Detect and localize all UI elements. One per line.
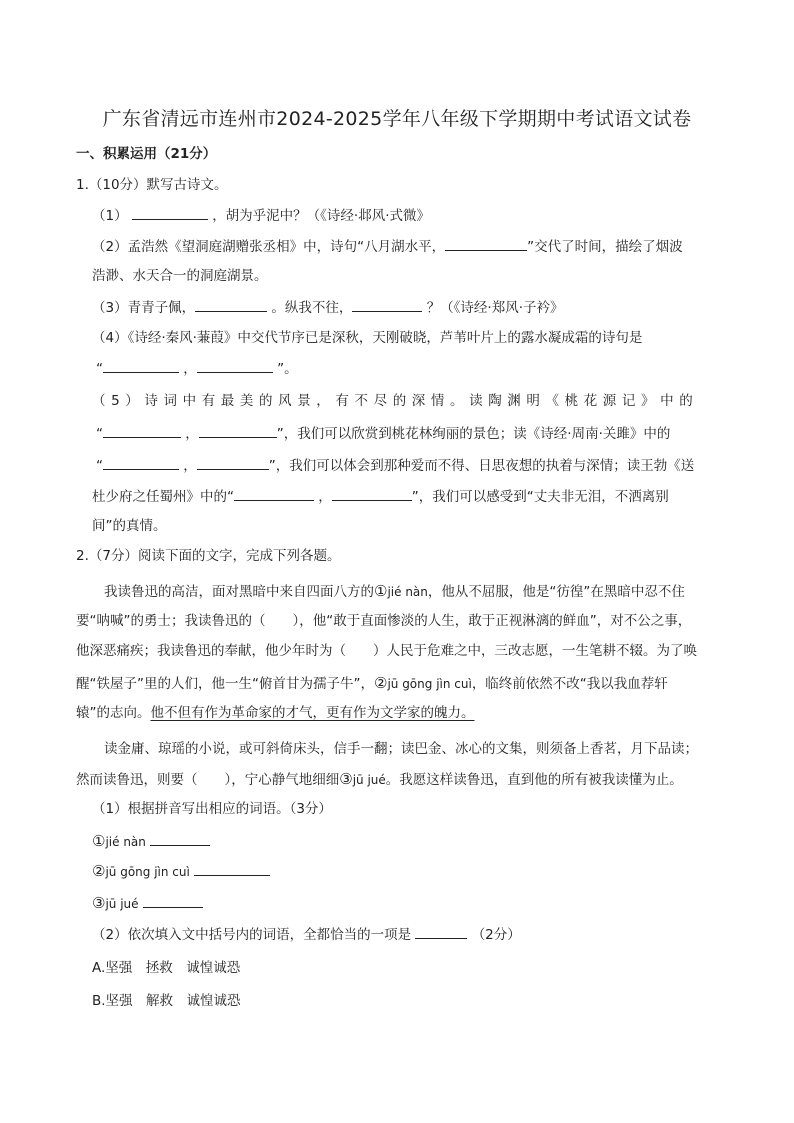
passage-line [76,673,668,694]
passage-text: 我读鲁迅的高洁，面对黑暗中来自四面八方的 [104,584,374,600]
answer-blank[interactable] [234,486,314,501]
circled-number-2: ② [373,674,388,692]
score-label: （2分） [471,927,521,943]
passage-line: 读金庸、琼瑶的小说，或可斜倚床头，信手一翻；读巴金、冰心的文集，则须备上香茗，月下品读； [104,741,698,757]
q1-part1-text: ，胡为乎泥中？（《诗经·邶风·式微》 [212,208,431,224]
pinyin-label: jié nàn [105,835,146,849]
q1-part3-text-c: ？（《诗经·郑风·子衿》 [426,300,564,316]
q1-part2-cont: 浩渺、水天合一的洞庭湖景。 [92,268,268,284]
close-quote: ”。 [277,361,298,377]
question-2-stem: 2.（7分）阅读下面的文字，完成下列各题。 [76,548,341,564]
passage-line: 他深恶痛疾；我读鲁迅的奉献，他少年时为（ ）人民于危难之中，三改志愿，一生笔耕不辍。为了唤 [76,643,697,659]
q1-part1-label: （1） [92,208,128,224]
q1-part5-text: ”，我们可以欣赏到桃花林绚丽的景色；读《诗经·周南·关雎》中的 [276,426,671,442]
passage-line [76,703,475,723]
section-heading: 一、积累运用（21分） [76,146,217,162]
answer-blank[interactable] [197,455,269,470]
answer-blank[interactable] [197,358,273,373]
q1-part2 [92,236,683,257]
answer-blank[interactable] [103,455,179,470]
option-a[interactable]: A.坚强 拯救 诚惶诚恐 [92,960,241,976]
q1-part4-answer [96,358,298,379]
q1-part2-text-b: ”交代了时间，描绘了烟波 [527,239,683,255]
answer-blank[interactable] [103,358,179,373]
q1-part3-text-a: （3）青青子佩， [92,300,196,316]
answer-blank[interactable] [150,831,210,846]
q1-part3-text-b: 。纵我不往， [271,300,353,316]
question-1-stem: 1.（10分）默写古诗文。 [76,177,228,193]
comma: ， [185,426,199,442]
page-title: 广东省清远市连州市2024-2025学年八年级下学期期中考试语文试卷 [102,108,692,130]
pinyin-3: jū jué [352,773,386,787]
q1-part1 [92,205,430,226]
answer-blank[interactable] [132,205,208,220]
answer-blank[interactable] [103,423,181,438]
q1-part5-line3 [96,455,694,476]
q1-part2-text-a: （2）孟浩然《望洞庭湖赠张丞相》中，诗句“八月湖水平， [92,239,446,255]
comma: ， [183,458,197,474]
passage-text: 辕”的志向。 [76,705,151,721]
answer-blank[interactable] [445,236,527,251]
answer-blank[interactable] [352,297,422,312]
passage-line [104,581,685,602]
circled-number-2: ② [92,862,106,880]
answer-blank[interactable] [194,861,270,876]
pinyin-1: jié nàn [387,585,428,599]
comma: ， [183,361,197,377]
q1-part5-text: ”，我们可以体会到那种爱而不得、日思夜想的执着与深情；读王勃《送 [268,458,695,474]
open-quote: “ [96,361,103,377]
pinyin-item-1 [92,831,210,852]
open-quote: “ [96,426,103,442]
q1-part5-line4 [92,486,669,507]
q1-part5-line2 [96,423,670,444]
q1-part4: （4）《诗经·秦风·蒹葭》中交代节序已是深秋，天刚破晓，芦苇叶片上的露水凝成霜的诗句是 [92,330,643,346]
passage-line [76,769,683,790]
q2-sub2-text: （2）依次填入文中括号内的词语，全都恰当的一项是 [92,927,412,943]
answer-blank[interactable] [415,924,467,939]
passage-text: 醒“铁屋子”里的人们，他一生“俯首甘为孺子牛”， [76,676,374,692]
q1-part5-text: 杜少府之任蜀州》中的“ [92,489,234,505]
circled-number-3: ③ [339,770,353,788]
answer-blank[interactable] [332,486,412,501]
pinyin-item-2 [92,861,270,882]
circled-number-3: ③ [92,894,106,912]
open-quote: “ [96,458,103,474]
answer-blank[interactable] [195,297,267,312]
pinyin-label: jū jué [105,897,139,911]
q2-sub1: （1）根据拼音写出相应的词语。（3分） [92,801,332,817]
answer-blank[interactable] [143,893,203,908]
comma: ， [318,489,332,505]
passage-text: ，他从不屈服，他是“彷徨”在黑暗中忍不住 [427,584,685,600]
q1-part5-line5: 间”的真情。 [92,518,167,534]
q2-sub2 [92,924,521,945]
underlined-sentence: 他不但有作为革命家的才气，更有作为文学家的魄力。 [150,705,475,721]
pinyin-2: jū gōng jìn cuì [387,677,472,691]
passage-text: 。我愿这样读鲁迅，直到他的所有被我读懂为止。 [385,772,683,788]
q1-part5: （5）诗词中有最美的风景，有不尽的深情。读陶渊明《桃花源记》中的 [92,393,699,409]
option-b[interactable]: B.坚强 解救 诚惶诚恐 [92,993,241,1009]
passage-text: ，临终前依然不改“我以我血荐轩 [471,676,668,692]
q1-part5-text: ”，我们可以感受到“丈夫非无泪，不洒离别 [411,489,669,505]
passage-line: 要“呐喊”的勇士；我读鲁迅的（ ），他“敢于直面惨淡的人生，敢于正视淋漓的鲜血”，对不公之事， [76,613,692,629]
pinyin-label: jū gōng jìn cuì [105,865,190,879]
circled-number-1: ① [374,582,388,600]
q1-part3 [92,297,564,318]
circled-number-1: ① [92,832,106,850]
pinyin-item-3 [92,893,203,914]
answer-blank[interactable] [199,423,277,438]
passage-text: 然而读鲁迅，则要（ ），宁心静气地细细 [76,772,340,788]
